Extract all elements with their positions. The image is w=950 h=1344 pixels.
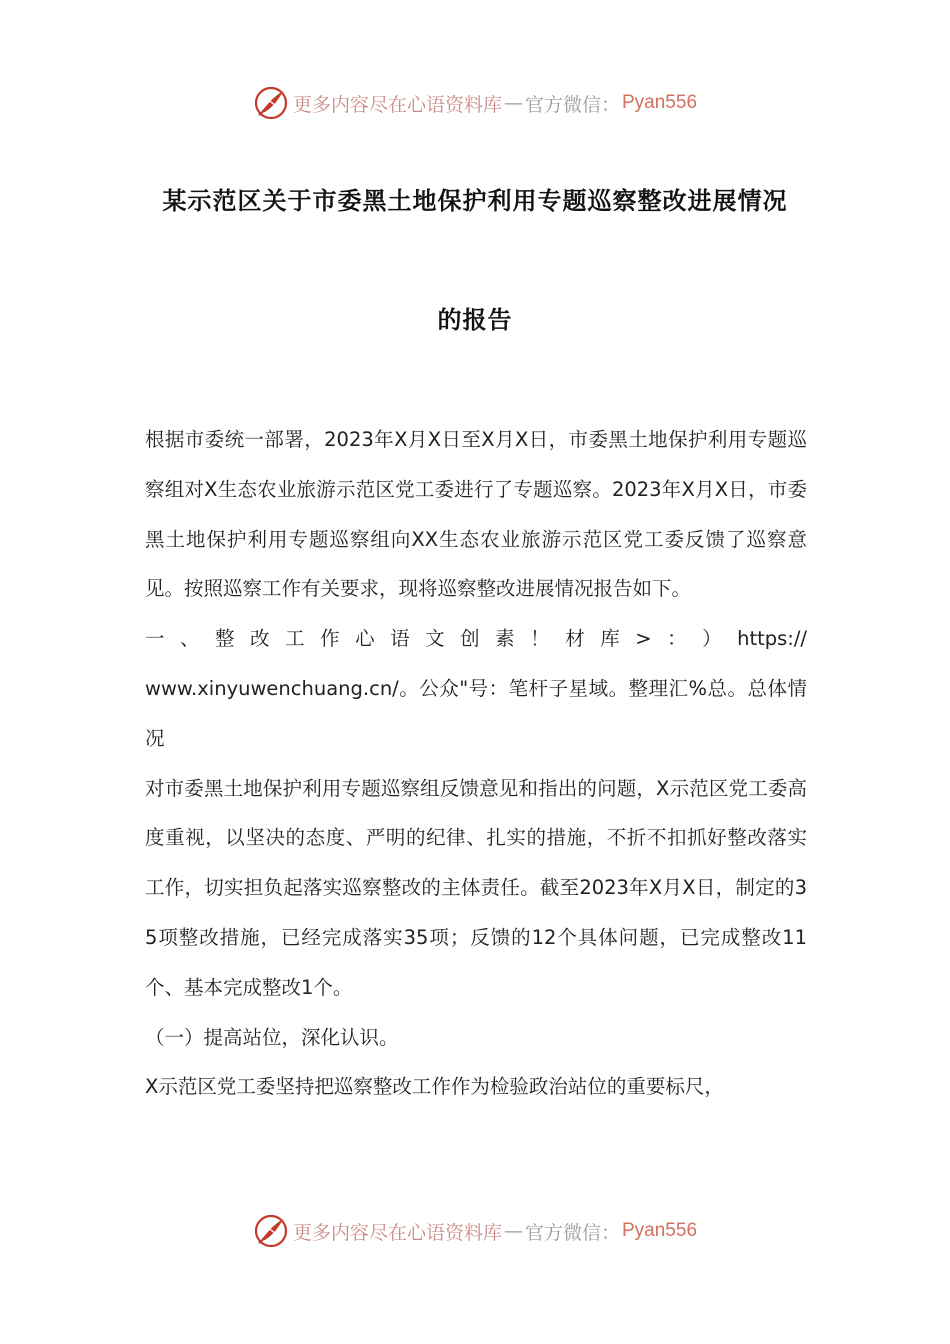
watermark-dash: — [503,92,523,114]
subsection-heading: （一）提高站位，深化认识。 [145,1025,399,1049]
section-heading-char: 改 [250,627,270,651]
paragraph-intro: 根据市委统一部署，2023年X月X日至X月X日，市委黑土地保护利用专题巡察组对X生态农业旅游示范区党工委进行了专题巡察。2023年X月X日，市委黑土地保护利用专题巡察组向XX生态农业旅游示范区党工委反馈了巡察意见。按照巡察工作有关要求，现将巡察整改进展情况报告如下。 [145,428,807,601]
header-watermark [0,80,950,126]
watermark-dash: — [503,1220,523,1242]
section-heading-char: 、 [180,627,200,651]
section-heading-char: ： [667,627,687,651]
section-heading-char: 作 [320,627,340,651]
document-body [145,415,807,1112]
section-heading-continuation: www.xinyuwenchuang.cn/。公众"号：笔杆子星域。整理汇%总。总体情况 [145,676,807,750]
watermark-wechat-id: Pyan556 [622,1220,698,1241]
section-heading-char: 整 [215,627,235,651]
watermark-text: 更多内容尽在心语资料库 [292,93,502,116]
document-title-line2: 的报告 [437,306,513,334]
paragraph-subsection: X示范区党工委坚持把巡察整改工作作为检验政治站位的重要标尺， [145,1075,724,1099]
section-heading-char: 素 [495,627,515,651]
section-heading-char: ！ [530,627,550,651]
section-heading-char: 工 [285,627,305,651]
footer-watermark [0,1208,950,1254]
section-heading-line [145,614,807,664]
section-heading-char: 心 [355,627,375,651]
watermark-wechat-label: 官方微信： [524,93,620,116]
section-heading-char: https:// [737,627,807,651]
section-heading-char: > [635,627,652,651]
section-heading-char: 文 [425,627,445,651]
watermark-wechat-label: 官方微信： [524,1221,620,1244]
watermark-wechat-id: Pyan556 [622,92,698,113]
section-heading-char: 语 [390,627,410,651]
section-heading-char: 库 [600,627,620,651]
document-title-line1: 某示范区关于市委黑土地保护利用专题巡察整改进展情况 [162,187,788,215]
paragraph-overview: 对市委黑土地保护利用专题巡察组反馈意见和指出的问题，X示范区党工委高度重视，以坚决的态度、严明的纪律、扎实的措施，不折不扣抓好整改落实工作，切实担负起落实巡察整改的主体责任。截至2023年X月X日，制定的35项整改措施，已经完成落实35项；反馈的12个具体问题，已完成整改11个、基本完成整改1个。 [145,776,807,999]
quill-logo-icon [253,85,289,121]
watermark-text: 更多内容尽在心语资料库 [292,1221,502,1244]
section-heading-char: 创 [460,627,480,651]
quill-logo-icon [253,1213,289,1249]
section-heading-char: 一 [145,627,165,651]
section-heading-char: ） [702,627,722,651]
section-heading-char: 材 [565,627,585,651]
